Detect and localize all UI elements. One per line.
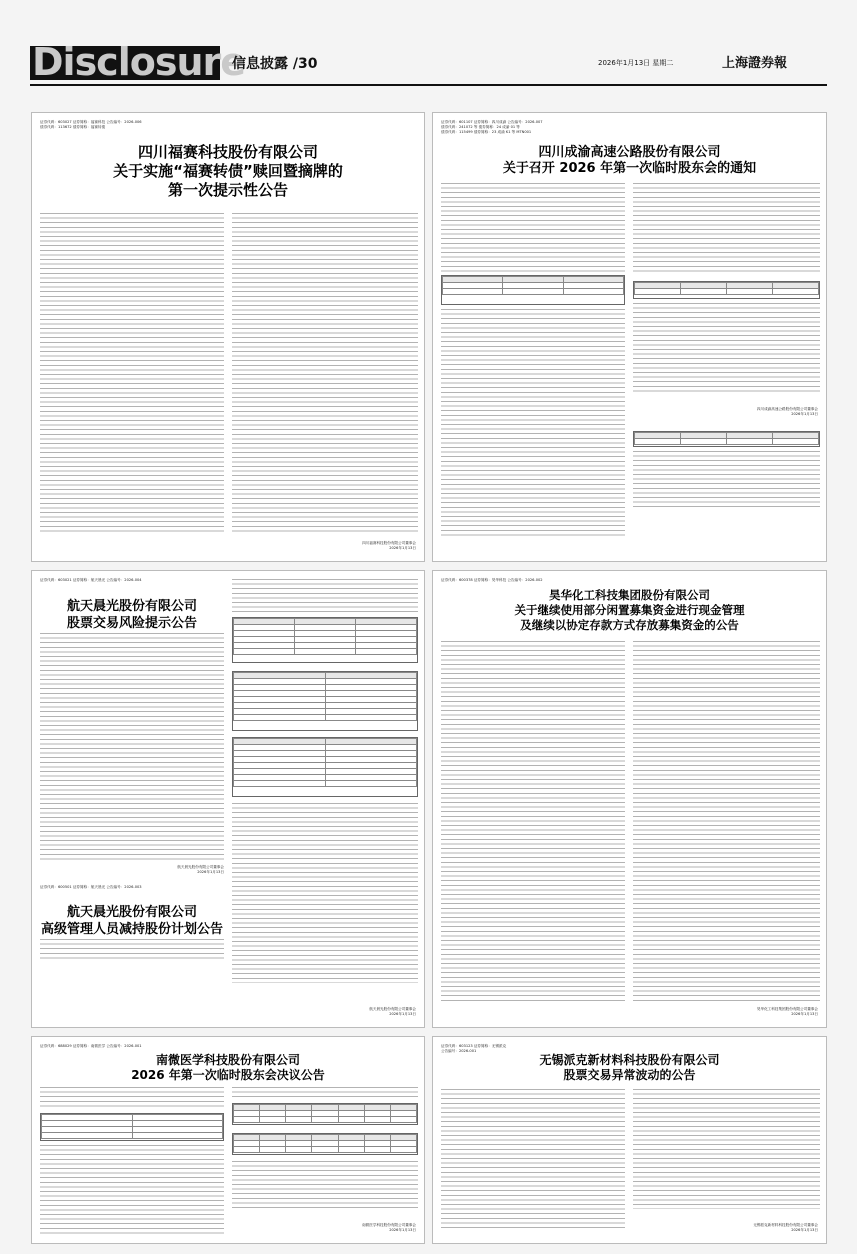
vote-table-2 [232, 1133, 418, 1155]
announcement-title-line-3: 第一次提示性公告 [167, 181, 288, 199]
announcement-title-line-1: 四川福赛科技股份有限公司 [137, 143, 318, 161]
announcement-title-line-2: 关于实施“福赛转债”赎回暨摘牌的 [113, 162, 343, 180]
masthead-divider [30, 84, 827, 86]
body-text-left [40, 213, 224, 533]
security-codes: 证券代码：603027 证券简称：福赛科技 公告编号：2026-006 债券代码：113672 债券简称：福赛转债 [40, 120, 142, 129]
announcement-title-line-1: 无锡派克新材料科技股份有限公司 [539, 1053, 720, 1067]
announcement-title-line-1: 南微医学科技股份有限公司 [155, 1053, 300, 1067]
body-text-left [441, 183, 625, 273]
announcement-title-line-2: 关于继续使用部分闲置募集资金进行现金管理 [514, 603, 745, 617]
body-text-left [441, 1089, 625, 1229]
security-codes: 证券代码：603123 证券简称：无锡派克 公告编号：2026-001 [441, 1044, 507, 1053]
security-codes: 证券代码：688029 证券简称：南微医学 公告编号：2026-001 [40, 1044, 142, 1048]
signature: 无锡派克新材料科技股份有限公司董事会 2026年1月13日 [753, 1223, 818, 1232]
announcement-paike [432, 1036, 827, 1244]
sub-announcement-title-line-2: 高级管理人员减持股份计划公告 [40, 922, 223, 937]
announcement-fusai [31, 112, 425, 562]
body-text-right-2 [232, 1161, 418, 1211]
vote-table-1 [232, 1103, 418, 1125]
announcement-title-line-3: 及继续以协定存款方式存放募集资金的公告 [520, 618, 739, 632]
sub-signature: 航天晨光股份有限公司董事会 2026年1月13日 [369, 1007, 416, 1016]
announcement-title-line-1: 昊华化工科技集团股份有限公司 [549, 588, 710, 602]
shareholding-table-2 [232, 671, 418, 731]
body-text-right-2 [232, 803, 418, 983]
body-text-right [633, 183, 820, 273]
announcement-title-line-2: 2026 年第一次临时股东会决议公告 [131, 1068, 325, 1082]
signature: 四川成渝高速公路股份有限公司董事会 2026年1月13日 [756, 407, 818, 416]
body-text-left-2 [441, 309, 625, 539]
sub-announcement-title-line-1: 航天晨光股份有限公司 [66, 905, 197, 920]
announcement-haohua [432, 570, 827, 1028]
body-text-left [40, 633, 224, 861]
body-text-right [232, 1087, 418, 1101]
security-codes: 证券代码：600378 证券简称：昊华科技 公告编号：2026-002 [441, 578, 543, 582]
proxy-form-table [633, 431, 820, 447]
shareholding-table-1 [232, 617, 418, 663]
security-codes: 证券代码：601107 证券简称：四川成渝 公告编号：2026-007 债券代码：241072 等 债券简称：24 成渝 01 等 债券代码：115499 债券简称：23 成渝 K1 等 MTN001 [441, 120, 543, 134]
attendance-table [40, 1113, 224, 1141]
signature: 四川福赛科技股份有限公司董事会 2026年1月13日 [362, 541, 416, 550]
body-text-left [441, 641, 625, 1001]
announcement-title-line-2: 股票交易异常波动的公告 [563, 1068, 696, 1082]
newspaper-name: 上海證券報 [722, 56, 788, 71]
body-text-right [633, 1089, 820, 1209]
shareholding-table-3 [232, 737, 418, 797]
resolution-table [441, 275, 625, 305]
section-title: 信息披露 /30 [232, 56, 318, 72]
announcement-title-line-2: 关于召开 2026 年第一次临时股东会的通知 [502, 161, 757, 176]
body-text-left [40, 1087, 224, 1109]
issue-date: 2026年1月13日 星期二 [598, 59, 674, 67]
security-codes-2: 证券代码：600501 证券简称：航天晨光 公告编号：2026-003 [40, 885, 142, 889]
security-codes: 证券代码：603021 证券简称：航天晨光 公告编号：2026-004 [40, 578, 142, 582]
body-text-right [232, 579, 418, 613]
announcement-hangtian-risk [31, 570, 425, 1028]
sub-body-text [40, 939, 224, 961]
announcement-title-line-1: 航天晨光股份有限公司 [66, 599, 197, 614]
body-text-left-2 [40, 1145, 224, 1235]
body-text-right [633, 641, 820, 1001]
announcement-chengyu [432, 112, 827, 562]
proxy-table [633, 281, 820, 299]
announcement-nanwei [31, 1036, 425, 1244]
brand-logo: Disclosure [32, 40, 246, 84]
announcement-title-line-2: 股票交易风险提示公告 [66, 616, 197, 631]
masthead [0, 0, 857, 100]
announcement-title-line-1: 四川成渝高速公路股份有限公司 [538, 145, 721, 160]
body-text-right-2 [633, 303, 820, 393]
body-text-right-3 [633, 451, 820, 511]
signature: 航天晨光股份有限公司董事会 2026年1月13日 [177, 865, 224, 874]
signature: 昊华化工科技集团股份有限公司董事会 2026年1月13日 [756, 1007, 818, 1016]
signature: 南微医学科技股份有限公司董事会 2026年1月13日 [362, 1223, 416, 1232]
body-text-right [232, 213, 418, 533]
